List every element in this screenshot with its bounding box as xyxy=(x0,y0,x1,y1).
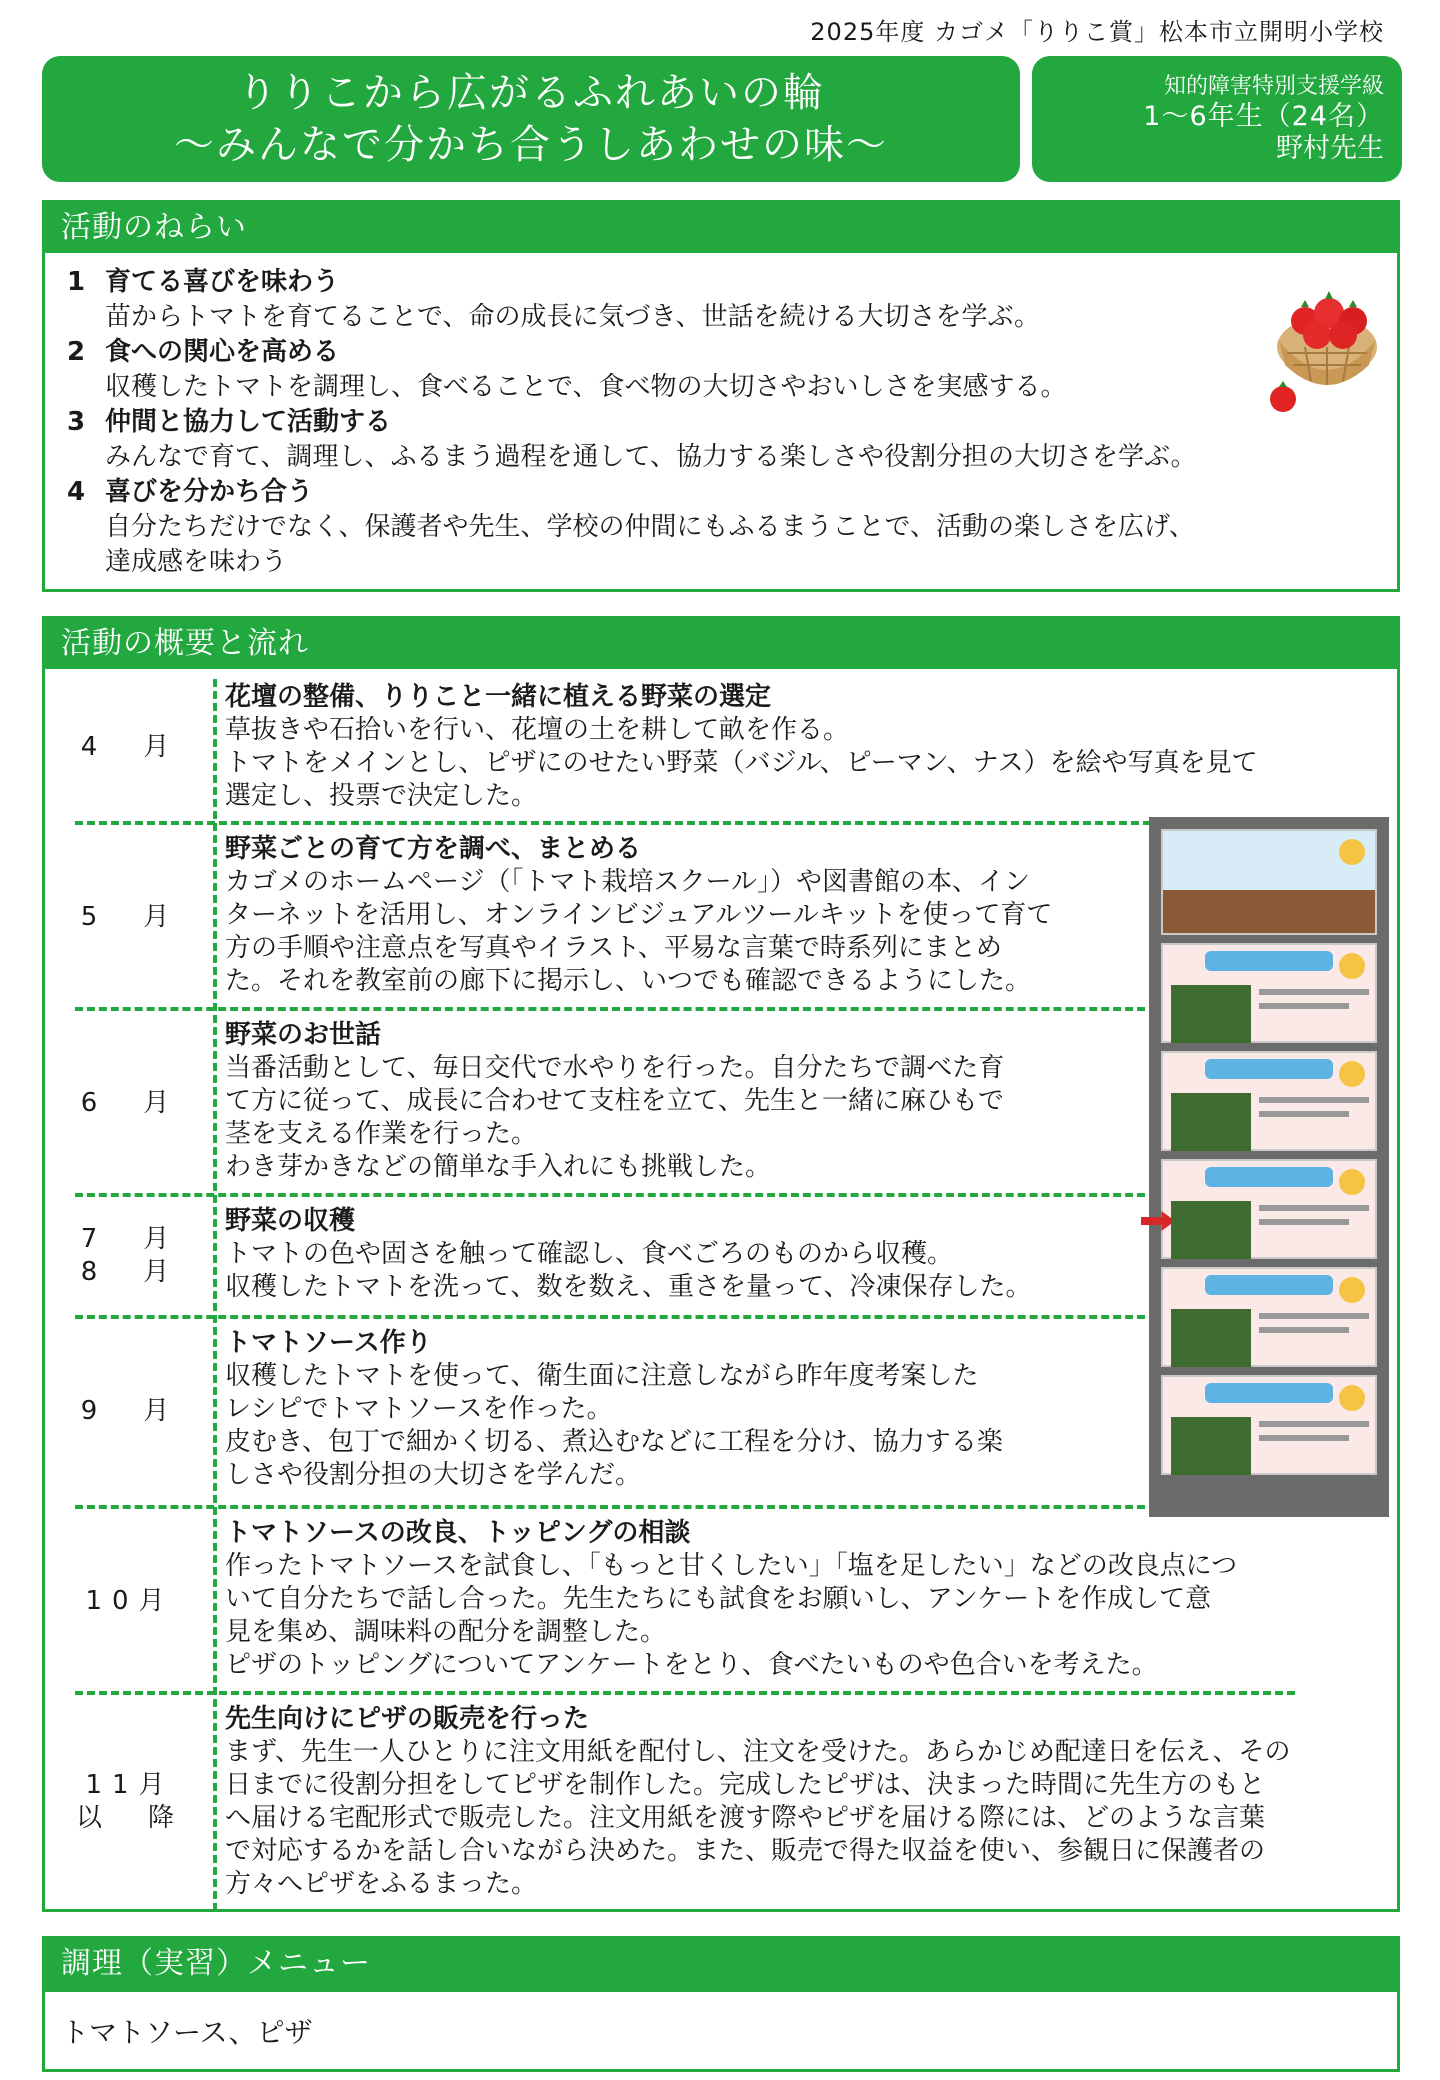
row-text: トマトをメインとし、ピザにのせたい野菜（バジル、ピーマン、ナス）を絵や写真を見て xyxy=(225,748,1258,778)
row-text: へ届ける宅配形式で販売した。注文用紙を渡す際やピザを届ける際には、どのような言葉 xyxy=(225,1803,1266,1833)
menu-heading: 調理（実習）メニュー xyxy=(45,1939,1397,1989)
row-text: 作ったトマトソースを試食し、「もっと甘くしたい」「塩を足したい」などの改良点につ xyxy=(225,1551,1238,1581)
row-separator xyxy=(75,1007,1145,1011)
class-info-banner xyxy=(1032,56,1402,182)
timeline-row-july-august xyxy=(45,1201,1145,1311)
month-label: 10月 xyxy=(85,1585,175,1616)
aim-item-title: 4 喜びを分かち合う xyxy=(67,477,314,507)
row-text: わき芽かきなどの簡単な手入れにも挑戦した。 xyxy=(225,1152,772,1182)
row-content xyxy=(225,681,1425,813)
row-text: 皮むき、包丁で細かく切る、煮込むなどに工程を分け、協力する楽 xyxy=(225,1427,1003,1457)
row-text: 収穫したトマトを使って、衛生面に注意しながら昨年度考案した xyxy=(225,1361,979,1391)
aims-section xyxy=(42,200,1400,592)
row-separator xyxy=(75,821,1175,825)
row-title: 野菜の収穫 xyxy=(225,1206,356,1236)
row-separator xyxy=(75,1193,1145,1197)
timeline-row-may xyxy=(45,829,1145,1005)
poster-step-panel xyxy=(1161,943,1377,1043)
row-title: 野菜のお世話 xyxy=(225,1020,382,1050)
poster-step-panel xyxy=(1161,1051,1377,1151)
flow-section xyxy=(42,616,1400,1912)
row-text: で対応するかを話し合いながら決めた。また、販売で得た収益を使い、参観日に保護者の xyxy=(225,1836,1266,1866)
title-line-2: ～みんなで分かち合うしあわせの味～ xyxy=(174,122,888,168)
aim-item-title: 1 育てる喜びを味わう xyxy=(67,267,340,297)
growing-guide-poster-image xyxy=(1149,817,1389,1517)
timeline-row-september xyxy=(45,1323,1145,1499)
flow-heading: 活動の概要と流れ xyxy=(45,619,1397,669)
row-content xyxy=(225,1703,1395,1901)
aim-item-text: 収穫したトマトを調理し、食べることで、食べ物の大切さやおいしさを実感する。 xyxy=(105,372,1067,402)
row-content xyxy=(225,1205,1145,1304)
row-text: て方に従って、成長に合わせて支柱を立て、先生と一緒に麻ひもで xyxy=(225,1086,1004,1116)
menu-section xyxy=(42,1936,1400,2072)
row-title: トマトソース作り xyxy=(225,1328,432,1358)
row-text: 草抜きや石拾いを行い、花壇の土を耕して畝を作る。 xyxy=(225,715,850,745)
row-text: 当番活動として、毎日交代で水やりを行った。自分たちで調べた育 xyxy=(225,1053,1005,1083)
row-text: しさや役割分担の大切さを学んだ。 xyxy=(225,1460,642,1490)
row-content xyxy=(225,1019,1145,1184)
row-title: 野菜ごとの育て方を調べ、まとめる xyxy=(225,834,642,864)
class-grades: 1～6年生（24名） xyxy=(1143,101,1384,132)
aim-item-text: 自分たちだけでなく、保護者や先生、学校の仲間にもふるまうことで、活動の楽しさを広げ、 xyxy=(105,512,1195,542)
row-text: ピザのトッピングについてアンケートをとり、食べたいものや色合いを考えた。 xyxy=(225,1650,1158,1680)
month-label: 4 月 xyxy=(80,731,180,762)
row-text: ターネットを活用し、オンラインビジュアルツールキットを使って育て xyxy=(225,900,1053,930)
row-content xyxy=(225,1327,1145,1492)
class-type: 知的障害特別支援学級 xyxy=(1163,74,1384,99)
row-text: 選定し、投票で決定した。 xyxy=(225,781,538,811)
month-label: 11月 以 降 xyxy=(75,1770,184,1833)
month-label: 5 月 xyxy=(80,901,180,932)
row-separator xyxy=(75,1691,1295,1695)
row-title: 花壇の整備、りりこと一緒に植える野菜の選定 xyxy=(225,682,772,712)
aim-item-text: みんなで育て、調理し、ふるまう過程を通して、協力する楽しさや役割分担の大切さを学ぶ。 xyxy=(105,442,1197,472)
row-text: た。それを教室前の廊下に掲示し、いつでも確認できるようにした。 xyxy=(225,966,1032,996)
month-label: 9 月 xyxy=(80,1395,180,1426)
poster-title-panel xyxy=(1161,829,1377,935)
row-separator xyxy=(75,1315,1145,1319)
menu-text: トマトソース、ピザ xyxy=(45,1989,1397,2071)
timeline-row-november xyxy=(45,1699,1291,1905)
row-title: 先生向けにピザの販売を行った xyxy=(225,1704,590,1734)
poster-step-panel xyxy=(1161,1375,1377,1475)
poster-step-panel xyxy=(1161,1267,1377,1367)
month-label: 6 月 xyxy=(80,1087,180,1118)
tomato-basket-icon xyxy=(1265,269,1383,419)
timeline-row-april xyxy=(45,677,1258,817)
timeline-row-june xyxy=(45,1015,1145,1191)
row-text: 日までに役割分担をしてピザを制作した。完成したピザは、決まった時間に先生方のもと xyxy=(225,1770,1266,1800)
aim-item-text-cont: 達成感を味わう xyxy=(105,547,288,577)
timeline-row-october xyxy=(45,1513,1238,1689)
aims-list xyxy=(45,253,1397,580)
aim-item-title: 3 仲間と協力して活動する xyxy=(67,407,392,437)
title-line-1: りりこから広がるふれあいの輪 xyxy=(237,70,825,116)
title-banner xyxy=(42,56,1020,182)
poster-step-panel xyxy=(1161,1159,1377,1259)
aim-item-title: 2 食への関心を高める xyxy=(67,337,340,367)
row-text: 方々へピザをふるまった。 xyxy=(225,1869,538,1899)
row-separator xyxy=(75,1505,1145,1509)
row-content xyxy=(225,833,1145,998)
sun-icon xyxy=(1339,839,1365,865)
row-text: まず、先生一人ひとりに注文用紙を配付し、注文を受けた。あらかじめ配達日を伝え、その xyxy=(225,1737,1291,1767)
row-text: 収穫したトマトを洗って、数を数え、重さを量って、冷凍保存した。 xyxy=(225,1272,1032,1302)
row-text: カゴメのホームページ（「トマト栽培スクール」）や図書館の本、イン xyxy=(225,867,1030,897)
row-text: 見を集め、調味料の配分を調整した。 xyxy=(225,1617,666,1647)
row-content xyxy=(225,1517,1425,1682)
month-label: 7 月 8 月 xyxy=(80,1224,180,1287)
row-title: トマトソースの改良、トッピングの相談 xyxy=(225,1518,691,1548)
row-text: レシピでトマトソースを作った。 xyxy=(225,1394,613,1424)
row-text: 方の手順や注意点を写真やイラスト、平易な言葉で時系列にまとめ xyxy=(225,933,1002,963)
flow-timeline xyxy=(45,669,1397,1909)
school-name: 2025年度 カゴメ「りりこ賞」松本市立開明小学校 xyxy=(810,18,1384,46)
row-text: トマトの色や固さを触って確認し、食べごろのものから収穫。 xyxy=(225,1239,954,1269)
teacher-name: 野村先生 xyxy=(1276,133,1384,164)
aims-heading: 活動のねらい xyxy=(45,203,1397,253)
red-arrow-icon xyxy=(1141,1211,1175,1231)
row-text: いて自分たちで話し合った。先生たちにも試食をお願いし、アンケートを作成して意 xyxy=(225,1584,1212,1614)
row-text: 茎を支える作業を行った。 xyxy=(225,1119,538,1149)
aim-item-text: 苗からトマトを育てることで、命の成長に気づき、世話を続ける大切さを学ぶ。 xyxy=(105,302,1040,332)
